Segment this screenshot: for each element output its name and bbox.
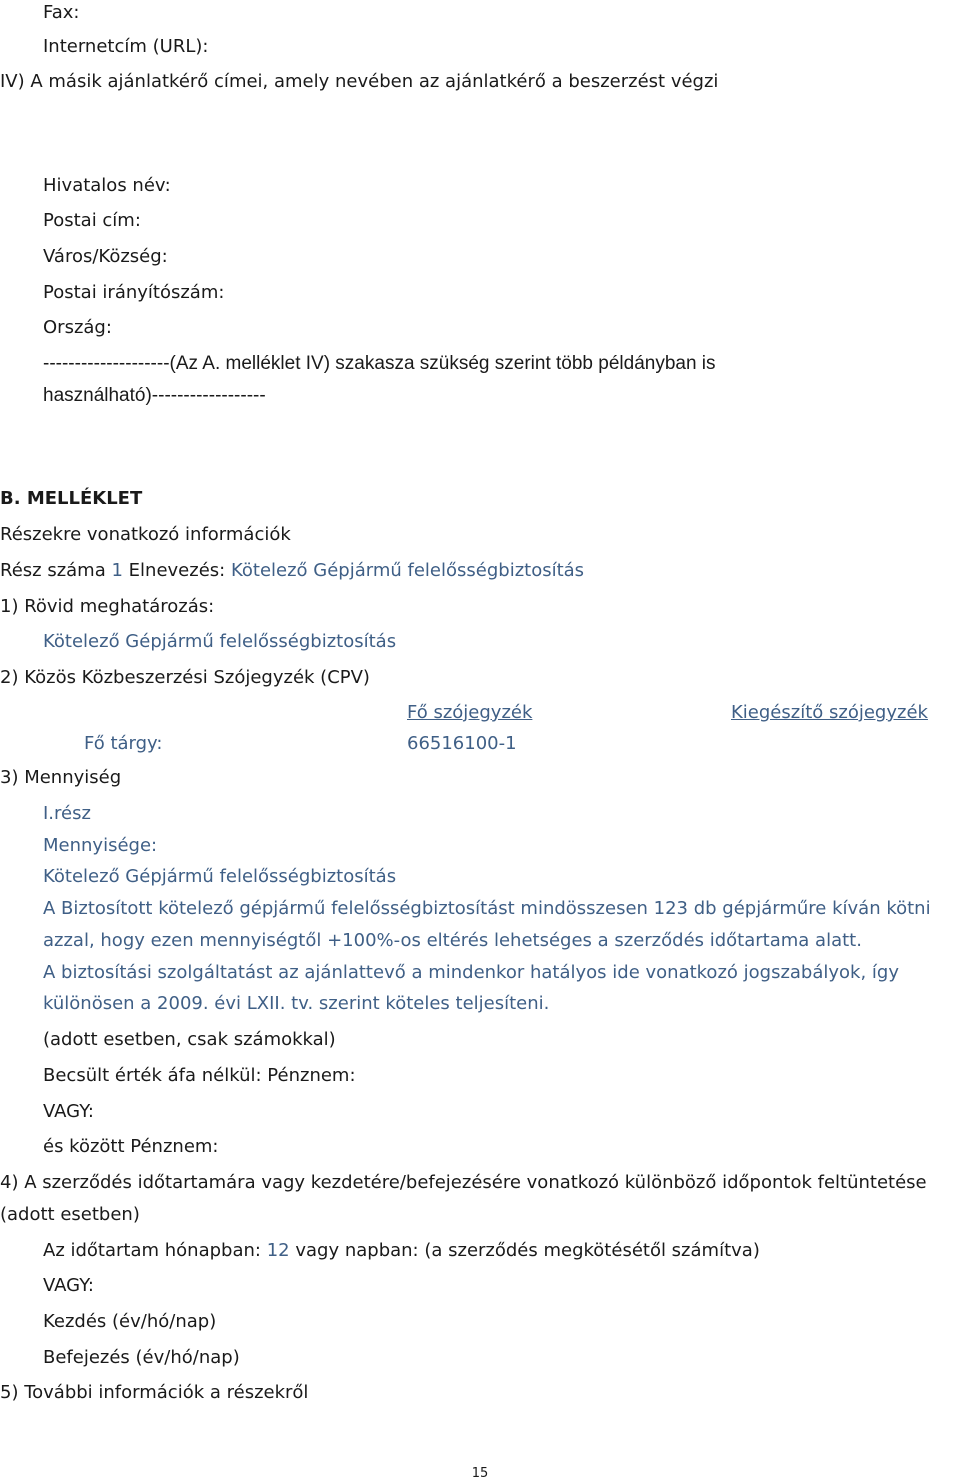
section-iv-heading: IV) A másik ajánlatkérő címei, amely nevében az ajánlatkérő a beszerzést végzi bbox=[0, 71, 719, 92]
quantity-sublabel: Mennyisége: bbox=[43, 835, 158, 856]
part-line bbox=[0, 560, 584, 582]
cpv-main-header: Fő szójegyzék bbox=[407, 702, 533, 723]
postal-address-label: Postai cím: bbox=[43, 210, 141, 231]
annex-title: B. MELLÉKLET bbox=[0, 488, 143, 509]
fax-label: Fax: bbox=[43, 2, 80, 23]
postal-code-label: Postai irányítószám: bbox=[43, 282, 225, 303]
duration-months-label: Az időtartam hónapban: bbox=[43, 1240, 261, 1261]
cpv-label: 2) Közös Közbeszerzési Szójegyzék (CPV) bbox=[0, 667, 370, 688]
cpv-main-subject-label: Fő tárgy: bbox=[84, 733, 163, 754]
cpv-code-value: 66516100-1 bbox=[407, 733, 517, 754]
or-label-2: VAGY: bbox=[43, 1275, 94, 1296]
usage-note-line2: használható)------------------ bbox=[43, 385, 266, 406]
short-description-value: Kötelező Gépjármű felelősségbiztosítás bbox=[43, 631, 397, 652]
part-number-label: Rész száma bbox=[0, 560, 106, 581]
part-number-value: 1 bbox=[111, 560, 123, 581]
start-date-label: Kezdés (év/hó/nap) bbox=[43, 1311, 217, 1332]
country-label: Ország: bbox=[43, 317, 112, 338]
numbers-note: (adott esetben, csak számokkal) bbox=[43, 1029, 336, 1050]
more-info-label: 5) További információk a részekről bbox=[0, 1382, 309, 1403]
duration-heading-line2: (adott esetben) bbox=[0, 1204, 140, 1225]
duration-days-label: vagy napban: (a szerződés megkötésétől számítva) bbox=[295, 1240, 760, 1261]
or-label-1: VAGY: bbox=[43, 1101, 94, 1122]
quantity-label: 3) Mennyiség bbox=[0, 767, 122, 788]
quantity-text-line4: különösen a 2009. évi LXII. tv. szerint köteles teljesíteni. bbox=[43, 993, 550, 1014]
end-date-label: Befejezés (év/hó/nap) bbox=[43, 1347, 240, 1368]
part-name-label: Elnevezés: bbox=[128, 560, 226, 581]
quantity-text-line3: A biztosítási szolgáltatást az ajánlattevő a mindenkor hatályos ide vonatkozó jogszabályok, így bbox=[43, 962, 899, 983]
duration-line bbox=[43, 1240, 760, 1262]
part-name-value: Kötelező Gépjármű felelősségbiztosítás bbox=[230, 560, 585, 581]
duration-heading-line1: 4) A szerződés időtartamára vagy kezdetére/befejezésére vonatkozó különböző időpontok feltüntetése bbox=[0, 1172, 927, 1193]
city-label: Város/Község: bbox=[43, 246, 168, 267]
quantity-item: Kötelező Gépjármű felelősségbiztosítás bbox=[43, 866, 397, 887]
usage-note-line1: --------------------(Az A. melléklet IV) szakasza szükség szerint több példányban is bbox=[43, 353, 716, 374]
quantity-text-line2: azzal, hogy ezen mennyiségtől +100%-os eltérés lehetséges a szerződés időtartama alatt. bbox=[43, 930, 862, 951]
duration-months-value: 12 bbox=[266, 1240, 290, 1261]
estimated-value-label: Becsült érték áfa nélkül: Pénznem: bbox=[43, 1065, 356, 1086]
url-label: Internetcím (URL): bbox=[43, 36, 209, 57]
between-currency-label: és között Pénznem: bbox=[43, 1136, 219, 1157]
page-number: 15 bbox=[471, 1466, 489, 1481]
annex-subtitle: Részekre vonatkozó információk bbox=[0, 524, 291, 545]
quantity-text-line1: A Biztosított kötelező gépjármű felelősségbiztosítást mindösszesen 123 db gépjárműre kíván kötni bbox=[43, 898, 931, 919]
short-description-label: 1) Rövid meghatározás: bbox=[0, 596, 215, 617]
cpv-supplementary-header: Kiegészítő szójegyzék bbox=[731, 702, 928, 723]
quantity-part: I.rész bbox=[43, 803, 91, 824]
official-name-label: Hivatalos név: bbox=[43, 175, 171, 196]
